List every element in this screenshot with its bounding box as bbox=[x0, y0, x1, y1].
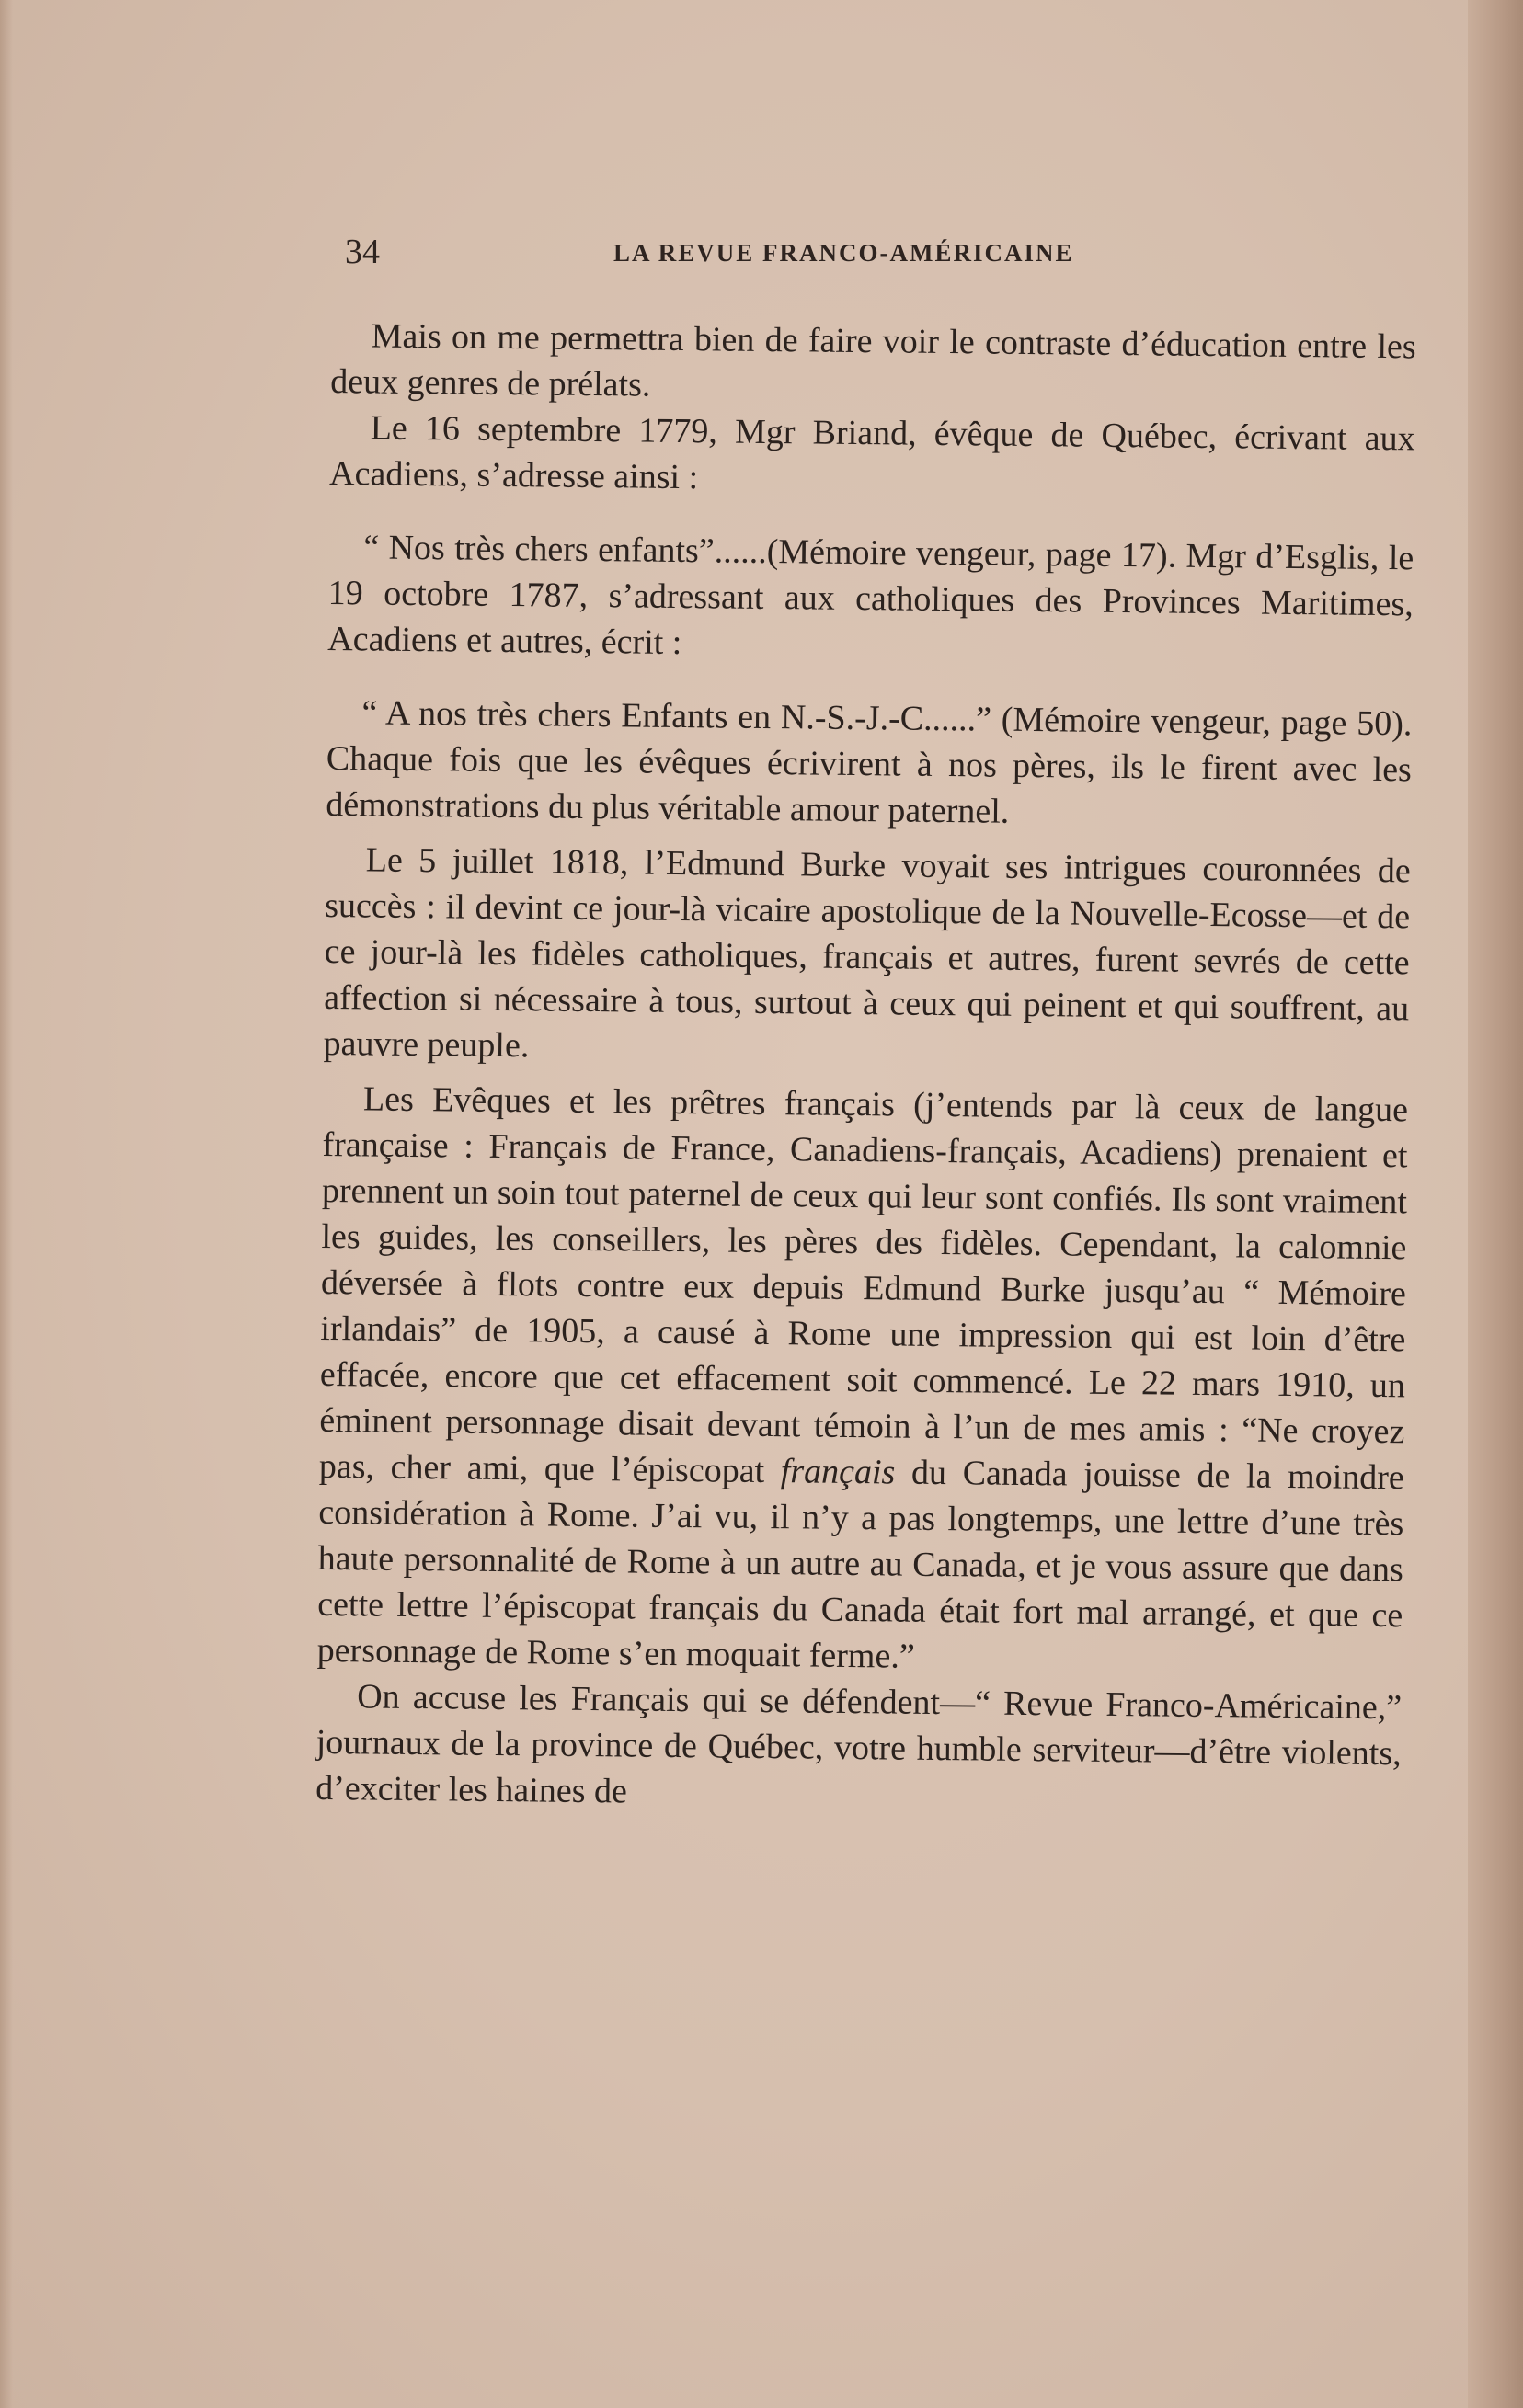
paragraph-eveques-part-2: du Canada jouisse de la moindre considération à Rome. J’ai vu, il n’y a pas longtemps, une lettre d’une très haute personnalité de Rome à un autre au Canada, et je vous assure que dans cette lettre l’épiscopat français du Canada était fort mal arrangé, et que ce personnage de Rome s’en moquait ferme.” bbox=[316, 1453, 1405, 1676]
paragraph-burke: Le 5 juillet 1818, l’Edmund Burke voyait ses intrigues couronnées de succès : il devint ce jour-là vicaire apostolique de la Nouvelle-Ecosse—et de ce jour-là les fidèles catholiques, français et autres, furent sevrés de cette affection si nécessaire à tous, surtout à ceux qui peinent et qui souffrent, au pauvre peuple. bbox=[323, 840, 1411, 1066]
page-number: 34 bbox=[345, 233, 380, 271]
paragraph-briand: Le 16 septembre 1779, Mgr Briand, évêque de Québec, écrivant aux Acadiens, s’adresse ainsi : bbox=[328, 408, 1415, 497]
body-text bbox=[315, 313, 1416, 1822]
page-left-edge bbox=[0, 0, 13, 2408]
page-header bbox=[345, 232, 1154, 278]
paragraph-eveques-part-1: Les Evêques et les prêtres français (j’entends par là ceux de langue française : Français de France, Canadiens-français, Acadiens) prenaient et prennent un soin tout paternel de ceux qui leur sont confiés. Ils sont vraiment les guides, les conseillers, les pères des fidèles. Cependant, la calomnie déversée à flots contre eux depuis Edmund Burke jusqu’au “ Mémoire irlandais” de 1905, a causé à Rome une impression qui est loin d’être effacée, encore que cet effacement soit commencé. Le 22 mars 1910, un éminent personnage disait devant témoin à l’un de mes amis : “Ne croyez pas, cher ami, que l’épiscopat bbox=[318, 1079, 1409, 1491]
paragraph-accuse: On accuse les Français qui se défendent—“ Revue Franco-Américaine,” journaux de la province de Québec, votre humble serviteur—d’être violents, d’exciter les haines de bbox=[315, 1677, 1403, 1811]
paragraph-eveques bbox=[317, 1076, 1409, 1684]
running-title: LA REVUE FRANCO-AMÉRICAINE bbox=[613, 239, 1074, 267]
paragraph-esglis: “ Nos très chers enfants”......(Mémoire vengeur, page 17). Mgr d’Esglis, le 19 octobre 1787, s’adressant aux catholiques des Provinces Maritimes, Acadiens et autres, écrit : bbox=[327, 528, 1414, 663]
paragraph-enfants: “ A nos très chers Enfants en N.-S.-J.-C......” (Mémoire vengeur, page 50). Chaque fois que les évêques écrivirent à nos pères, ils le firent avec les démonstrations du plus véritable amour paternel. bbox=[326, 693, 1413, 831]
paragraph-contrast: Mais on me permettra bien de faire voir le contraste d’éducation entre les deux genres de prélats. bbox=[329, 316, 1416, 405]
italic-francais: français bbox=[780, 1452, 896, 1492]
page-binding-edge bbox=[1468, 0, 1523, 2408]
